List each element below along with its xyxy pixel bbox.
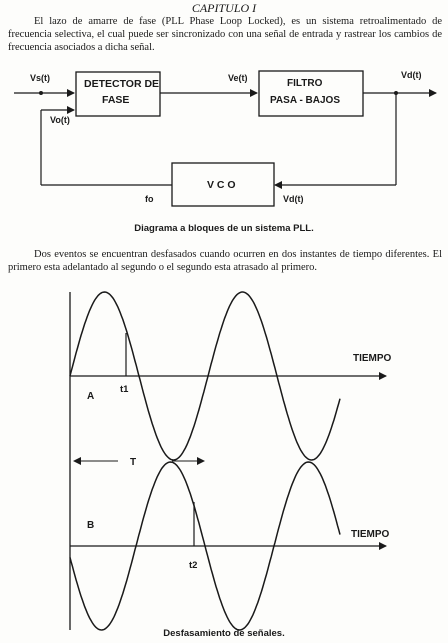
second-paragraph: Dos eventos se encuentran desfasados cuando ocurren en dos instantes de tiempo diferentes. El primero esta adelantado al segundo o el segundo esta atrasado al primero. <box>8 249 442 273</box>
detector-label-line1: DETECTOR DE <box>84 78 160 90</box>
vd-input-label: Vd(t) <box>283 194 304 204</box>
phase-shift-waveforms <box>70 292 392 630</box>
label-b: B <box>87 520 95 531</box>
detector-label-line2: FASE <box>102 94 130 106</box>
waveforms-caption: Desfasamiento de señales. <box>163 628 285 639</box>
filter-label-line1: FILTRO <box>287 78 323 89</box>
input-node-dot <box>39 91 43 95</box>
vs-signal-label: Vs(t) <box>30 73 50 83</box>
filter-label-line2: PASA - BAJOS <box>270 95 341 106</box>
vd-output-label: Vd(t) <box>401 70 422 80</box>
axis-label-top: TIEMPO <box>353 353 392 364</box>
ve-signal-label: Ve(t) <box>228 73 248 83</box>
block-diagram-caption: Diagrama a bloques de un sistema PLL. <box>134 223 314 234</box>
fo-signal-label: fo <box>145 194 154 204</box>
vco-label: V C O <box>207 179 236 191</box>
vo-signal-label: Vo(t) <box>50 115 70 125</box>
intro-paragraph: El lazo de amarre de fase (PLL Phase Loop Locked), es un sistema retroalimentado de frecuencia selectiva, el cual puede ser sincronizado con una señal de entrada y rastrear los cambios de frecuencia asociados a dicha señal. <box>8 16 442 53</box>
axis-label-bottom: TIEMPO <box>351 529 390 540</box>
chapter-title: CAPITULO I <box>191 1 257 15</box>
label-a: A <box>87 391 95 402</box>
label-t2: t2 <box>189 560 198 571</box>
label-t1: t1 <box>120 384 129 395</box>
label-period: T <box>130 457 137 468</box>
